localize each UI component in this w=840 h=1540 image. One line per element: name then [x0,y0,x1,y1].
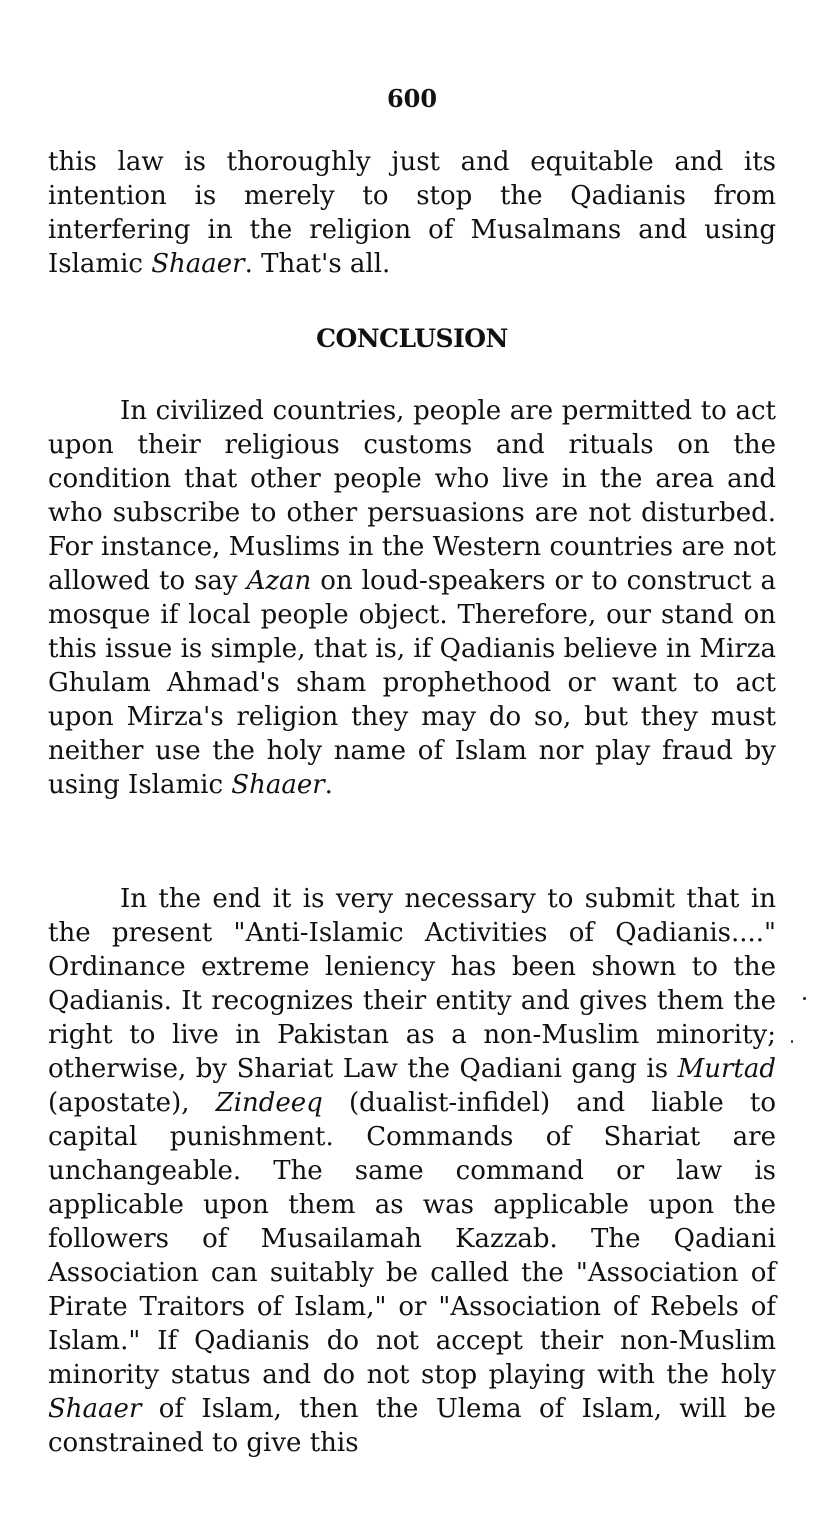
text-span: . That's all. [244,249,391,279]
paragraph-conclusion-1 [48,394,776,802]
paragraph-conclusion-2 [48,882,776,1460]
page-number: 600 [386,84,438,113]
text-span: this law is thoroughly just and equitable and its intention is merely to stop the Qadianis from interfering in the religion of Musalmans and using Islamic [48,147,776,279]
scan-speck [803,997,806,1000]
section-heading: CONCLUSION [316,324,508,353]
italic-term: Azan [246,566,312,596]
scan-speck [791,1040,793,1043]
paragraph-intro [48,145,776,281]
italic-term: Zindeeq [215,1088,323,1118]
text-span: In civilized countries, people are permitted to act upon their religious customs and rituals on the condition that other people who live in the area and who subscribe to other persuasions are not disturbed. For instance, Muslims in the Western countries are not allowed to say [48,396,776,596]
text-span: (dualist-infidel) and liable to capital punishment. Commands of Shariat are unchangeable. The same command or law is applicable upon them as was applicable upon the followers of Musailamah Kazzab. The Qadiani Association can suitably be called the "Association of Pirate Traitors of Islam," or "Association of Rebels of Islam." If Qadianis do not accept their non-Muslim minority status and do not stop playing with the holy [48,1088,776,1390]
text-span: . [324,770,333,800]
italic-term: Shaaer [151,249,245,279]
italic-term: Shaaer [48,1394,142,1424]
text-span: (apostate), [48,1088,216,1118]
italic-term: Murtad [677,1054,776,1084]
text-span: In the end it is very necessary to submit that in the present "Anti-Islamic Activities of Qadianis...." Ordinance extreme leniency has been shown to the Qadianis. It recognizes their entity and gives them the right to live in Pakistan as a non-Muslim minority; otherwise, by Shariat Law the Qadiani gang is [48,884,776,1084]
text-span: of Islam, then the Ulema of Islam, will be constrained to give this [48,1394,776,1458]
text-span: on loud-speakers or to construct a mosque if local people object. Therefore, our stand on this issue is simple, that is, if Qadianis believe in Mirza Ghulam Ahmad's sham prophethood or want to act upon Mirza's religion they may do so, but they must neither use the holy name of Islam nor play fraud by using Islamic [48,566,776,800]
italic-term: Shaaer [231,770,325,800]
